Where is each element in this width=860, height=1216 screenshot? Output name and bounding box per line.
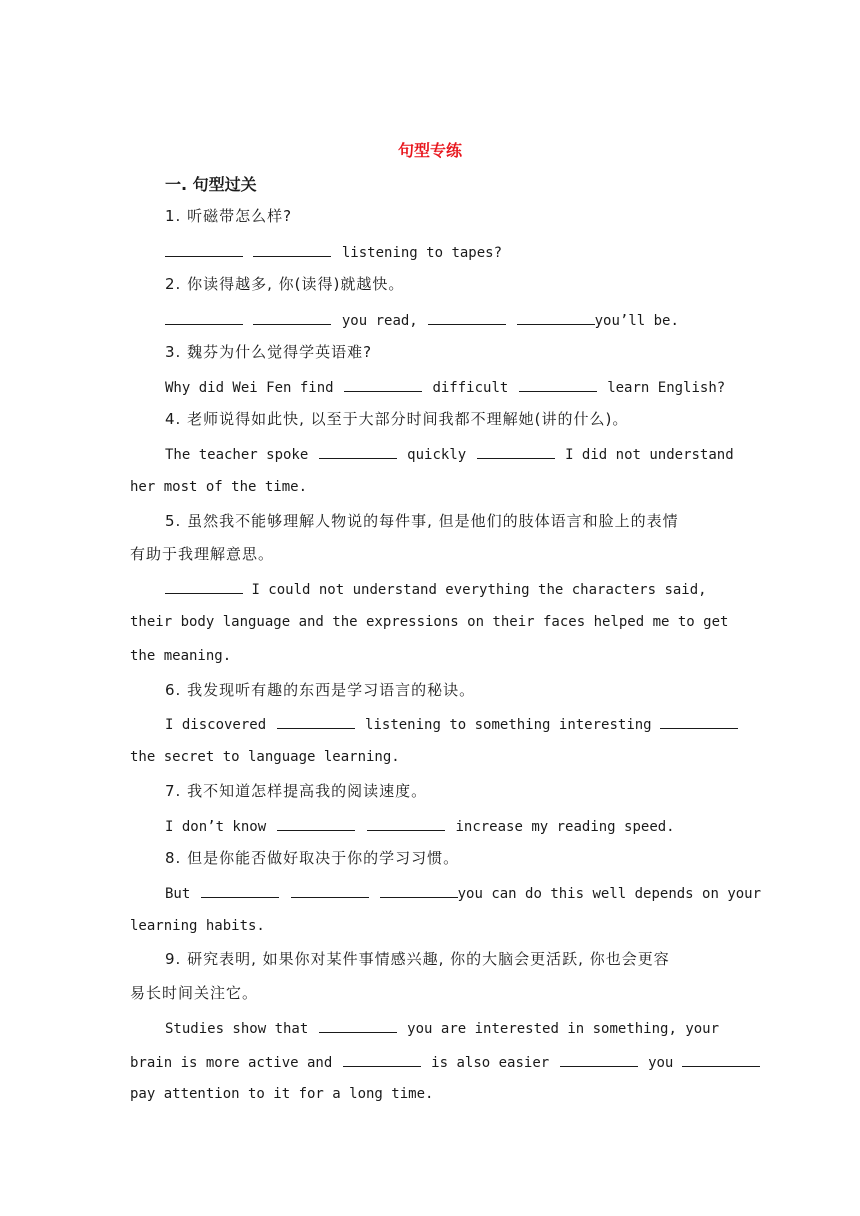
q3-text-b: difficult [432,380,509,396]
answer-blank[interactable] [319,442,397,459]
q8-sentence-cont: learning habits. [130,918,265,934]
q5-prompt-cont: 有助于我理解意思。 [130,545,275,563]
answer-blank[interactable] [277,814,355,831]
q7-text-a: I don’t know [165,819,267,835]
q5-sentence-end: the meaning. [130,648,232,664]
answer-blank[interactable] [380,881,458,898]
q5-prompt: 5. 虽然我不能够理解人物说的每件事, 但是他们的肢体语言和脸上的表情 [165,512,679,530]
q6-sentence-cont: the secret to language learning. [130,749,400,765]
q9-text-b: you are interested in something, your [407,1021,720,1037]
answer-blank[interactable] [253,240,331,257]
q9-prompt: 9. 研究表明, 如果你对某件事情感兴趣, 你的大脑会更活跃, 你也会更容 [165,950,670,968]
q9-text-e: you [648,1055,674,1071]
q4-sentence-cont: her most of the time. [130,479,308,495]
answer-blank[interactable] [343,1050,421,1067]
q5-sentence [165,577,730,601]
q8-sentence [165,881,762,905]
q1-prompt: 1. 听磁带怎么样? [165,207,293,225]
q7-text-b: increase my reading speed. [455,819,675,835]
q5-sentence-cont: their body language and the expressions on their faces helped me to get [130,614,729,630]
q3-sentence [165,375,730,399]
answer-blank[interactable] [277,712,355,729]
answer-blank[interactable] [165,240,243,257]
q9-sentence-cont [130,1050,730,1074]
q4-text-a: The teacher spoke [165,447,309,463]
q7-prompt: 7. 我不知道怎样提高我的阅读速度。 [165,782,428,800]
answer-blank[interactable] [344,375,422,392]
q4-prompt: 4. 老师说得如此快, 以至于大部分时间我都不理解她(讲的什么)。 [165,410,629,428]
answer-blank[interactable] [428,308,506,325]
q1-sentence [165,240,730,264]
q4-sentence [165,442,734,466]
q6-prompt: 6. 我发现听有趣的东西是学习语言的秘诀。 [165,681,476,699]
page-title: 句型专练 [397,141,462,160]
q2-prompt: 2. 你读得越多, 你(读得)就越快。 [165,275,405,293]
q6-sentence [165,712,730,736]
answer-blank[interactable] [682,1050,760,1067]
answer-blank[interactable] [165,577,243,594]
q3-prompt: 3. 魏芬为什么觉得学英语难? [165,343,373,361]
section-heading: 一. 句型过关 [165,175,257,194]
q4-text-c: I did not understand [565,447,734,463]
q9-text-a: Studies show that [165,1021,309,1037]
q8-text-b: you can do this well depends on your [457,886,762,902]
q2-text-a: you read, [341,313,418,329]
q5-text-a: I could not understand everything the characters said, [251,582,707,598]
answer-blank[interactable] [660,712,738,729]
answer-blank[interactable] [367,814,445,831]
q4-text-b: quickly [407,447,467,463]
q2-text-b: you’ll be. [594,313,679,329]
q9-text-c: brain is more active and [130,1055,333,1071]
q7-sentence [165,814,730,838]
answer-blank[interactable] [319,1016,397,1033]
q9-text-d: is also easier [431,1055,550,1071]
q9-sentence-end: pay attention to it for a long time. [130,1086,434,1102]
q8-text-a: But [165,886,191,902]
q6-text-a: I discovered [165,717,267,733]
answer-blank[interactable] [517,308,595,325]
q3-text-a: Why did Wei Fen find [165,380,334,396]
q9-sentence [165,1016,730,1040]
q9-prompt-cont: 易长时间关注它。 [130,984,259,1002]
q1-text-a: listening to tapes? [341,245,503,261]
answer-blank[interactable] [253,308,331,325]
answer-blank[interactable] [560,1050,638,1067]
answer-blank[interactable] [165,308,243,325]
answer-blank[interactable] [201,881,279,898]
answer-blank[interactable] [519,375,597,392]
q3-text-c: learn English? [607,380,726,396]
q2-sentence [165,308,730,332]
q6-text-b: listening to something interesting [365,717,652,733]
q8-prompt: 8. 但是你能否做好取决于你的学习习惯。 [165,849,460,867]
answer-blank[interactable] [477,442,555,459]
answer-blank[interactable] [291,881,369,898]
